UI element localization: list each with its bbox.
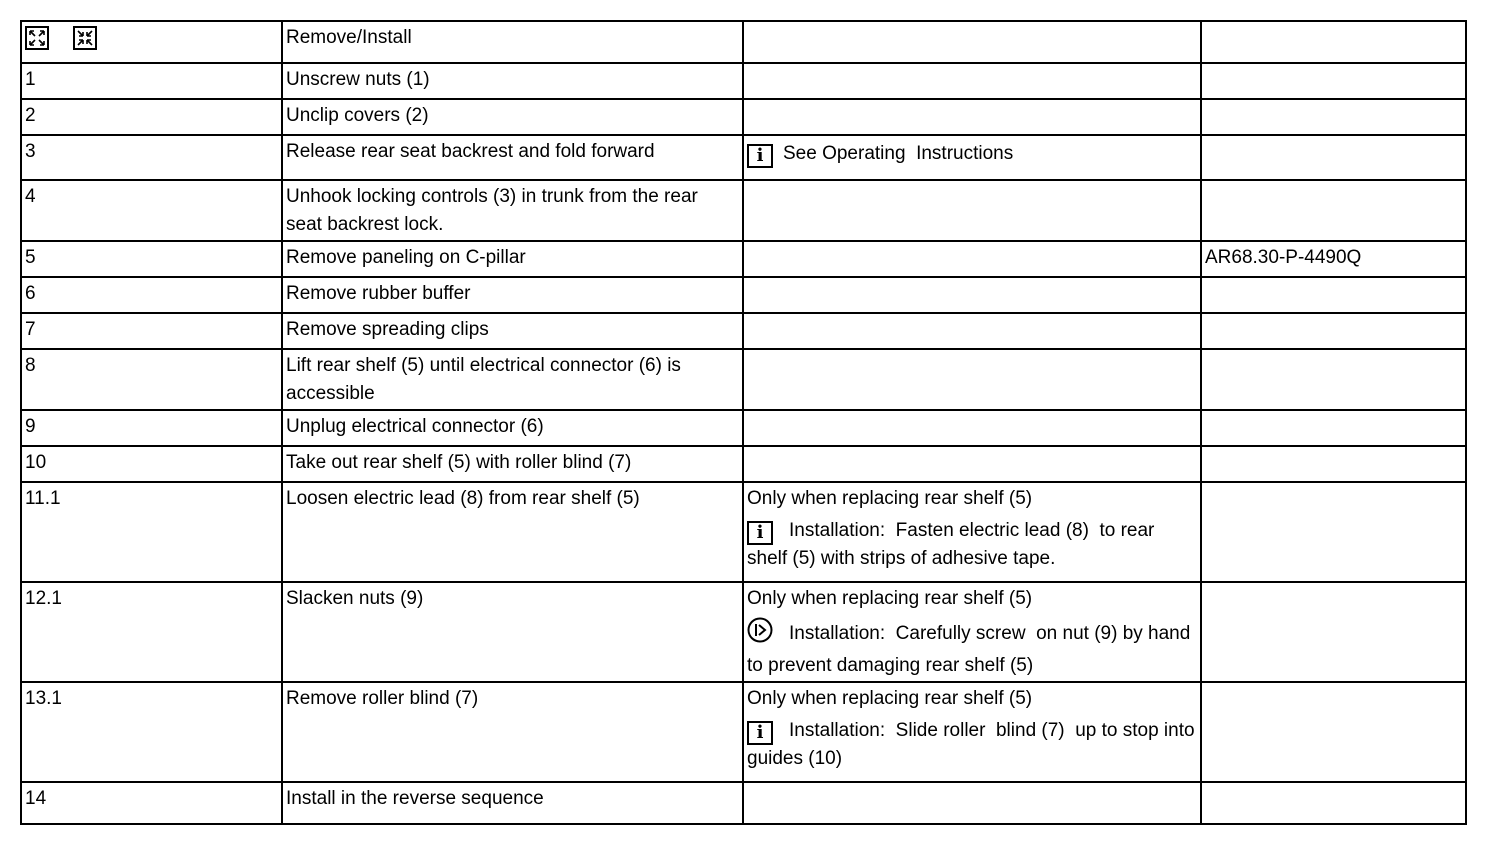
header-title: Remove/Install	[282, 21, 743, 63]
step-number: 5	[21, 241, 282, 277]
step-action: Take out rear shelf (5) with roller blind (7)	[282, 446, 743, 482]
table-row	[21, 446, 1466, 482]
notice-icon	[747, 617, 775, 652]
note-body	[747, 617, 1197, 680]
step-note	[743, 135, 1201, 180]
step-action: Unscrew nuts (1)	[282, 63, 743, 99]
info-icon: i	[747, 721, 773, 745]
step-action: Unhook locking controls (3) in trunk from the rear seat backrest lock.	[282, 180, 743, 241]
note-body	[747, 517, 1197, 573]
step-number: 9	[21, 410, 282, 446]
step-reference	[1201, 410, 1466, 446]
collapse-icon[interactable]	[73, 26, 97, 50]
table-row	[21, 99, 1466, 135]
note-text: Installation: Slide roller blind (7) up to stop into guides (10)	[747, 720, 1200, 769]
step-number: 8	[21, 349, 282, 410]
header-icons-cell	[21, 21, 282, 63]
note-lead: Only when replacing rear shelf (5)	[747, 488, 1033, 509]
note-text: See Operating Instructions	[783, 143, 1014, 164]
step-action: Remove paneling on C-pillar	[282, 241, 743, 277]
step-note	[743, 349, 1201, 410]
step-reference	[1201, 135, 1466, 180]
step-note	[743, 482, 1201, 582]
table-row	[21, 180, 1466, 241]
note-text: Installation: Carefully screw on nut (9) by hand to prevent damaging rear shelf (5)	[747, 623, 1196, 676]
note-body	[747, 717, 1200, 773]
step-reference	[1201, 99, 1466, 135]
step-reference[interactable]: AR68.30-P-4490Q	[1201, 241, 1466, 277]
step-reference	[1201, 482, 1466, 582]
table-row	[21, 349, 1466, 410]
step-number: 2	[21, 99, 282, 135]
step-note	[743, 446, 1201, 482]
step-note	[743, 99, 1201, 135]
step-note	[743, 241, 1201, 277]
step-reference	[1201, 446, 1466, 482]
step-note	[743, 582, 1201, 682]
step-action: Install in the reverse sequence	[282, 782, 743, 824]
step-action: Remove roller blind (7)	[282, 682, 743, 782]
info-icon: i	[747, 144, 773, 168]
step-number: 7	[21, 313, 282, 349]
step-note	[743, 410, 1201, 446]
step-number: 1	[21, 63, 282, 99]
note-lead: Only when replacing rear shelf (5)	[747, 588, 1033, 609]
table-row	[21, 582, 1466, 682]
table-row	[21, 135, 1466, 180]
step-number: 10	[21, 446, 282, 482]
step-note	[743, 63, 1201, 99]
table-row	[21, 682, 1466, 782]
step-action: Loosen electric lead (8) from rear shelf (5)	[282, 482, 743, 582]
step-note	[743, 782, 1201, 824]
step-action: Release rear seat backrest and fold forward	[282, 135, 743, 180]
step-note	[743, 277, 1201, 313]
table-row	[21, 241, 1466, 277]
step-reference	[1201, 349, 1466, 410]
step-action: Unclip covers (2)	[282, 99, 743, 135]
step-number: 13.1	[21, 682, 282, 782]
step-action: Lift rear shelf (5) until electrical connector (6) is accessible	[282, 349, 743, 410]
step-number: 11.1	[21, 482, 282, 582]
note-body	[747, 140, 1197, 168]
table-row	[21, 482, 1466, 582]
procedure-table	[20, 20, 1467, 825]
table-row	[21, 410, 1466, 446]
step-reference	[1201, 180, 1466, 241]
step-action: Slacken nuts (9)	[282, 582, 743, 682]
expand-icon[interactable]	[25, 26, 49, 50]
step-action: Remove rubber buffer	[282, 277, 743, 313]
step-reference	[1201, 277, 1466, 313]
step-reference	[1201, 782, 1466, 824]
note-lead: Only when replacing rear shelf (5)	[747, 688, 1033, 709]
header-empty-4	[1201, 21, 1466, 63]
step-note	[743, 180, 1201, 241]
step-note	[743, 313, 1201, 349]
step-number: 3	[21, 135, 282, 180]
header-row	[21, 21, 1466, 63]
info-icon: i	[747, 521, 773, 545]
table-row	[21, 782, 1466, 824]
step-number: 4	[21, 180, 282, 241]
step-reference	[1201, 582, 1466, 682]
step-note	[743, 682, 1201, 782]
step-reference	[1201, 682, 1466, 782]
step-action: Remove spreading clips	[282, 313, 743, 349]
table-row	[21, 277, 1466, 313]
step-reference	[1201, 63, 1466, 99]
table-row	[21, 63, 1466, 99]
step-number: 14	[21, 782, 282, 824]
step-action: Unplug electrical connector (6)	[282, 410, 743, 446]
table-row	[21, 313, 1466, 349]
header-empty-3	[743, 21, 1201, 63]
note-text: Installation: Fasten electric lead (8) to rear shelf (5) with strips of adhesive tape.	[747, 520, 1160, 569]
step-number: 12.1	[21, 582, 282, 682]
step-number: 6	[21, 277, 282, 313]
step-reference	[1201, 313, 1466, 349]
